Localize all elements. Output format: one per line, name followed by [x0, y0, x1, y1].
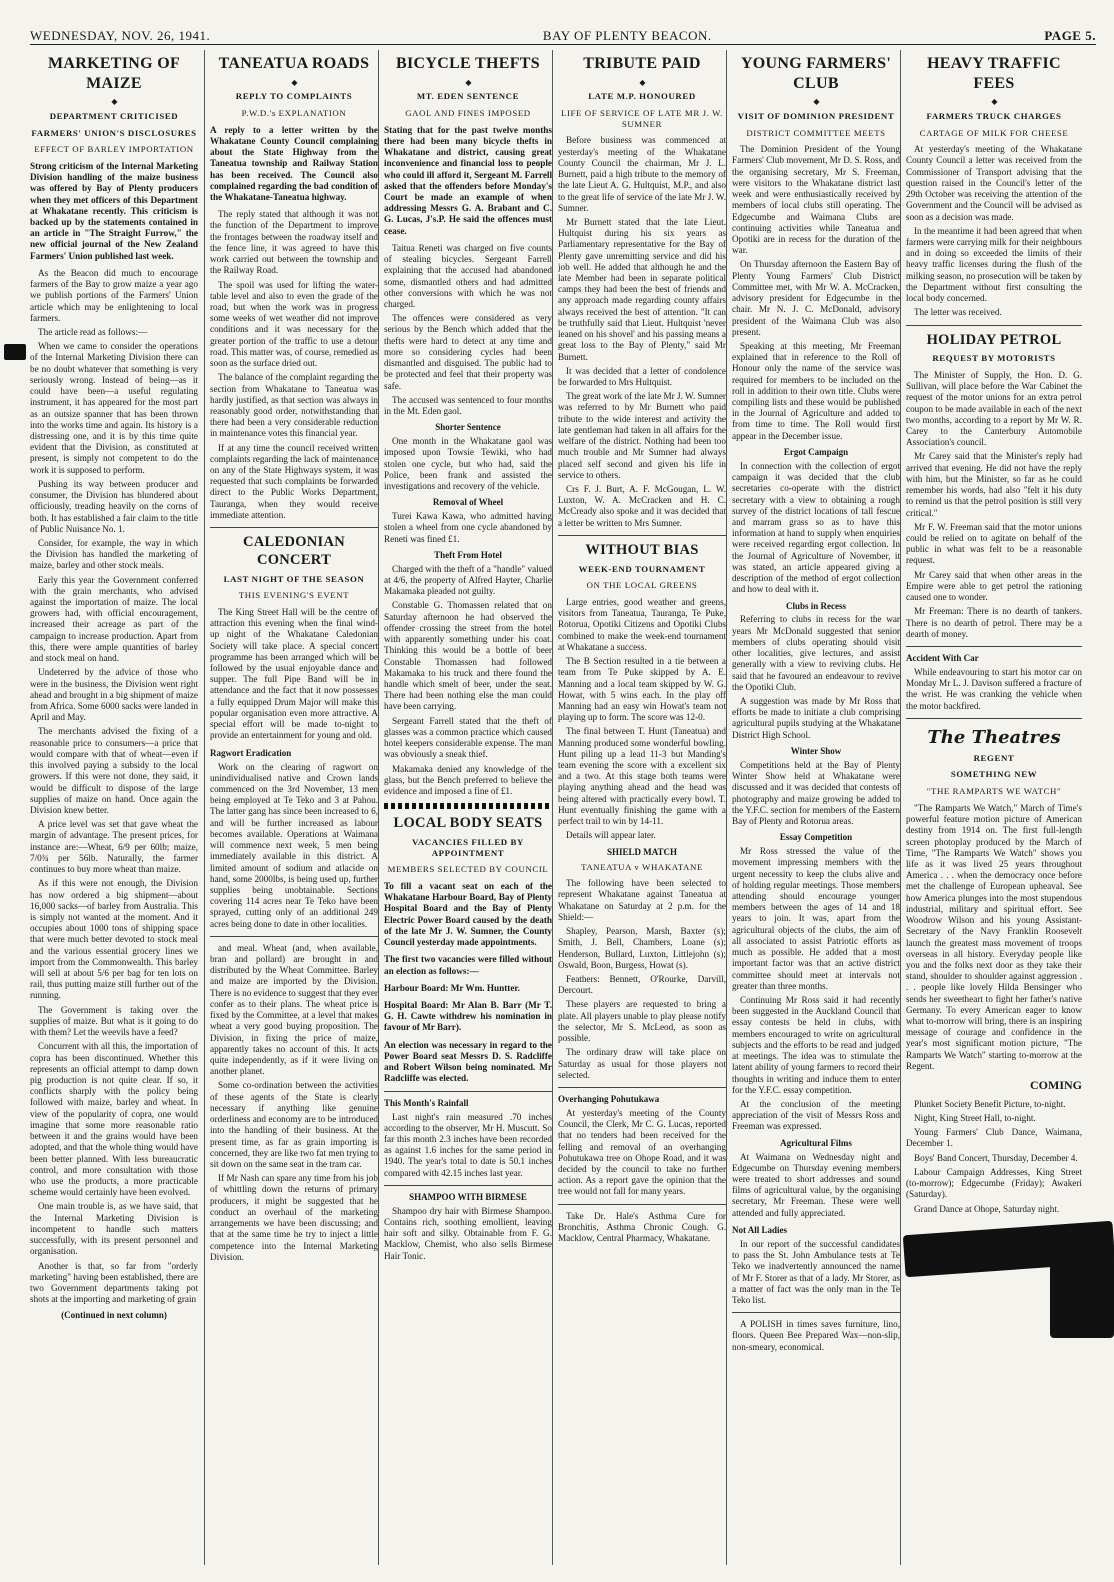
column-rule [726, 50, 727, 1565]
paragraph: Mr F. W. Freeman said that the motor unions could be relied on to agitate on behalf of the public in what was felt to be a reasonable request. [906, 521, 1082, 566]
paragraph: Speaking at this meeting, Mr Freeman explained that in reference to the Roll of Honour only the name of the service was required for members to be included on the roll in addition to their own title. Clubs were compiling lists and these would be published in the Journal of Agriculture and added to from time to time. The Roll would first appear in the December issue. [732, 340, 900, 441]
article-body [384, 243, 552, 417]
lede: To fill a vacant seat on each of the Whakatane Harbour Board, Bay of Plenty Hospital Board and the Bay of Plenty Electric Power Board caused by the death of the late Mr J. W. Sumner, the County Council yesterday made appointments. [384, 881, 552, 948]
subhead: LATE M.P. HONOURED [588, 91, 696, 102]
paragraph: Constable G. Thomassen related that on Saturday afternoon he had observed the offender crossing the street from the hotel with apparently something under his coat. Thinking this would be a bottle of beer Constable Thomassen had followed Makamaka to his truck and there found the handle which smelt of beer, under the seat. There had been nothing else the man could have been carrying. [384, 600, 552, 712]
subhead: LAST NIGHT OF THE SEASON [223, 573, 365, 584]
paragraph: The ordinary draw will take place on Saturday as usual for those players not selected. [558, 1047, 726, 1080]
section-head: Ragwort Eradication [210, 747, 292, 758]
subhead: DISTRICT COMMITTEE MEETS [746, 127, 886, 138]
subhead: REGENT [973, 752, 1015, 763]
headline-without-bias: WITHOUT BIAS [585, 541, 699, 558]
subhead: EFFECT OF BARLEY IMPORTATION [34, 144, 194, 155]
subhead: FARMERS TRUCK CHARGES [926, 110, 1062, 121]
lede: Stating that for the past twelve months there had been many bicycle thefts in Whakatane and district, causing great inconvenience and financial loss to people who could ill afford it, Sergeant M. Farrell asked that the offenders before Monday's Court be made an example of when addressing Messrs G. A. Brabant and C. G. Lucas, J's.P. He said the offences must cease. [384, 124, 552, 236]
paragraph: Boys' Band Concert, Thursday, December 4. [914, 1152, 1078, 1163]
paragraph: In the meantime it had been agreed that when farmers were carrying milk for their neighbours and in doing so exceeded the limits of their heavy traffic licenses during the flush of the milking season, no prosecution will be taken by the Department without first consulting the local body concerned. [906, 225, 1082, 304]
paragraph: The King Street Hall will be the centre of attraction this evening when the final wind-up night of the Whakatane Caledonian Society will take place. A special concert programme has been arranged which will be followed by the usual enjoyable dance and supper. The full Pipe Band will be in attendance and the fact that it now possesses a fully equipped Drum Major will make this popular organisation even more attractive. A special effort will be made to-night to provide an entertainment for young and old. [210, 606, 378, 741]
paragraph: One main trouble is, as we have said, that the Internal Marketing Division is incompetent to handle such matters successfully, with its present personnel and organisation. [30, 1201, 198, 1257]
continued-note: (Continued in next column) [61, 1310, 167, 1321]
column-4: TRIBUTE PAID ◆ LATE M.P. HONOURED LIFE OF SERVICE OF LATE MR J. W. SUMNER Before business was commenced at yesterday's meeting of the Whakatane County Council the chairman, Mr J. L. Burnett, paid a high tribute to the memory of the late Lieut A. G. Hultquist, M.P., and also to the great life of service of the late Mr J. W. Sumner. Mr Burnett stated that the late Lieut. Hultquist during his six years as Parliamentary representative for the Bay of Plenty gave unremitting service and did his job well. He added that although he and the late Member had been in separate political camps they had been the best of friends and any approach made regarding county affairs always received the best of attention. "It can be truthfully said that Lieut. Hultquist 'never leaned on his shovel' and his passing means a great loss to the Bay of Plenty," said Mr Burnett. It was decided that a letter of condolence be forwarded to Mrs Hultquist. The great work of the late Mr J. W. Sumner was referred to by Mr Burnett who paid tribute to the wide interest and activity the late gentleman had taken in all affairs for the welfare of the district. Nothing had been too much trouble and Mr Sumner had always placed self second and given his life in service to others. Crs F. J. Burt, A. F. McGougan, L. W. Luxton, W. A. McCracken and H. C. McCready also spoke and it was decided that a letter be written to Mrs Sumner. WITHOUT BIAS WEEK-END TOURNAMENT ON THE LOCAL GREENS Large entries, good weather and greens, visitors from Taneatua, Tauranga, Te Puke, Rotorua, Opotiki Citizens and Opotiki Clubs combined to make the week-end tournament at Whakatane a success. The B Section resulted in a tie between a team from Te Puke skipped by A. E. Manning and a local team skipped by W. G. Howat, with 5 wins each. In the play off Manning had an easy win Howat's team not playing up to form. The score was 12-0. The final between T. Hunt (Taneatua) and Manning produced some wonderful bowling. Hunt piling up a lead 11-3 but Manding's team evening the score with a excellent six and a two. At this stage both teams were playing anything ahead and the head was being altered with practically every bowl. T. Hunt eventually finishing the game with a perfect trail to win by 14-11. Details will appear later. SHIELD MATCH TANEATUA v WHAKATANE The following have been selected to represent Whakatane against Taneatua at Whakatane on Saturday at 2 p.m. for the Shield:— Shapley, Pearson, Marsh, Baxter (s); Smith, J. Bell, Chambers, Loane (s); Henderson, Bullard, Luxton, Littlejohn (s); Oswald, Boon, Burgess, Howat (s). Feathers: Bennett, O'Rourke, Darvill, Dercourt. These players are requested to bring a plate. All players unable to play please notify the selector, Mr S. McLeod, as soon as possible. The ordinary draw will take place on Saturday as usual for those players not selected. Overhanging Pohutukawa At yesterday's meeting of the County Council, the Clerk, Mr C. G. Lucas, reported that no tenders had been received for the felling and removal of an overhanging Pohutukawa tree on Ohope Road, and it was decided by the council to take no further action. As a report gave the opinion that the tree would not fall for many years. Take Dr. Hale's Asthma Cure for Bronchitis, Asthma Chronic Cough. G. Macklow, Central Pharmacy, Whakatane. [558, 55, 726, 1244]
headline-holiday-petrol: HOLIDAY PETROL [926, 331, 1062, 348]
paragraph: Undeterred by the advice of those who were in the business, the Division went right ahead and brought in a big shipment of maize from Africa. Some 6000 sacks were landed in April and May. [30, 667, 198, 723]
paragraph: The Dominion President of the Young Farmers' Club movement, Mr D. S. Ross, and the organising secretary, Mr S. Freeman, were visitors to the Whakatane district last week and were enthusiastically received by members of local clubs still operating. The Edgecumbe and Waimana Clubs are continuing activities while Taneatua and Opotiki are in recess for the duration of the war. [732, 144, 900, 256]
headline-maize: MARKETING OF MAIZE [47, 55, 181, 92]
column-5: YOUNG FARMERS' CLUB ◆ VISIT OF DOMINION PRESIDENT DISTRICT COMMITTEE MEETS The Dominion President of the Young Farmers' Club movement, Mr D. S. Ross, and the organising secretary, Mr S. Freeman, were visitors to the Whakatane district last week and were enthusiastically received by members of local clubs still operating. The Edgecumbe and Waimana Clubs are continuing activities while Taneatua and Opotiki are in recess for the duration of the war. On Thursday afternoon the Eastern Bay of Plenty Young Farmers' Club District Committee met, with Mr W. A. McCracken, advisory president for Edgecumbe in the chair. Mr N. J. C. McDonald, advisory president of the Waimana Club was also present. Speaking at this meeting, Mr Freeman explained that in reference to the Roll of Honour only the name of the service was required for members to be included on the roll in addition to their own title. Clubs were compiling lists and these would be published in the Journal of Agriculture and added to from time to time. The Roll would first appear in the December issue. Ergot Campaign In connection with the collection of ergot campaign it was decided that the club secretaries co-operate with the district secretary with a view to obtaining a rough survey of the district locations of tall fescue and marram grass so as to have this information at hand to supply when enquiries were received regarding ergot collection. In the Journal of Agriculture of November, it was stated, an article appeared giving a description of the method of ergot collection and how to deal with it. Clubs in Recess Referring to clubs in recess for the war years Mr McDonald suggested that senior members of clubs operating should visit other localities, give lectures, and assist generally with a view to reviving clubs. He said that he favoured an endeavour to revive the Opotiki Club. A suggestion was made by Mr Ross that efforts be made to initiate a club comprising agricultural pupils studying at the Whakatane District High School. Winter Show Competitions held at the Bay of Plenty Winter Show held at Whakatane were discussed and it was decided that contests of photography and maize growing be added to the Y.F.C. section for members of the Eastern Bay of Plenty and Rotorua areas. Essay Competition Mr Ross stressed the value of the movement impressing members with the urgent necessity to keep the clubs alive and of holding regular meetings. Those members attending should encourage younger members between the ages of 14 and 18 years to join. It was, apart from the agricultural objects of the clubs, the aim of all associated to assist Patriotic efforts as much as possible. He added that a most important factor was that an active district committee should meet at intervals not greater than three months. Continuing Mr Ross said it had recently been suggested in the Auckland Council that essay contests be held in clubs, with members encouraged to write on agricultural subjects and the efforts to be read and judged at meetings. The idea was to stimulate the latent ability of young farmers to record their thoughts in writing and induce them to enter for the Y.F.C. essay competition. At the conclusion of the meeting appreciation of the visit of Messrs Ross and Freeman was expressed. Agricultural Films At Waimana on Wednesday night and Edgecumbe on Thursday evening members were treated to short addresses and sound films of agricultural value, by the organising secretary, Mr Freeman. These were well attended and fully appreciated. Not All Ladies In our report of the successful candidates to pass the St. John Ambulance tests at Te Teko we inadvertently announced the name of Mr F. Storer as that of a lady. Mr Storer, as a matter of fact was the only man in the Te Teko list. A POLISH in times saves furniture, lino, floors. Queen Bee Prepared Wax—non-slip, non-smeary, economical. [732, 55, 900, 1352]
section-head: Overhanging Pohutukawa [558, 1093, 660, 1104]
subhead: MEMBERS SELECTED BY COUNCIL [387, 864, 549, 875]
paragraph: Mr Freeman: There is no dearth of tankers. There is no dearth of petrol. There may be a dearth of money. [906, 606, 1082, 639]
column-2: TANEATUA ROADS ◆ REPLY TO COMPLAINTS P.W.D.'s EXPLANATION A reply to a letter written by the Whakatane County Council complaining about the State Highway from the Taneatua township and Railway Station has been received. The Council also complained regarding the bad condition of the Whakatane-Taneatua highway. The reply stated that although it was not the function of the Department to improve the frontages between the roadway itself and the fence line, it was agreed to have this work carried out between the township and the Railway Road. The spoil was used for lifting the water-table level and also to even the grade of the road, but when the work was in progress some weeks of wet weather did not improve conditions and it was necessary for the greater portion of the traffic to use a detour road. This matter was, of course, remedied as soon as the surface dried out. The balance of the complaint regarding the section from Whakatane to Taneatua was hardly justified, as that section was always in reasonably good order, notwithstanding that there had been a very considerable reduction in maintenance votes this financial year. If at any time the council received written complaints regarding the lack of maintenance on any of the State Highways system, it was requested that such complaints be forwarded direct to the Public Works Department, Tauranga, when they would receive immediate attention. CALEDONIAN CONCERT LAST NIGHT OF THE SEASON THIS EVENING'S EVENT The King Street Hall will be the centre of attraction this evening when the final wind-up night of the Whakatane Caledonian Society will take place. A special concert programme has been arranged which will be followed by the usual enjoyable dance and supper. The full Pipe Band will be in attendance and the fact that it now possesses a fully equipped Drum Major will make this popular organisation even more attractive. A special effort will be made to-night to provide an entertainment for young and old. Ragwort Eradication Work on the clearing of ragwort on unindividualised native and Crown lands commenced on the 3rd November, 13 men being employed at Te Teko and 3 at Pahou. The latter gang has since been increased to 6, and will be further increased as labour becomes available. Operations at Waimana will commence next week, 5 men being immediately available in this district. A limited amount of sodium and atlacide on hand, some 2000lbs, is being used up, further supplies being unobtainable. Sections covering 114 acres near Te Teko have been sprayed, cutting only of an additional 249 acres being done to date in other localities. and meal. Wheat (and, when available, bran and pollard) are brought in and distributed by the Wheat Committee. Barley and maize are imported by the Division. There is no evidence to suggest that they ever confer as to their plans. The wheat price is fixed by the Committee, at a level that makes wheat a very good buying proposition. The Division, in fixing the price of maize, apparently takes no account of this. It acts quite independently, as if it were living on another planet. Some co-ordination between the activities of these agents of the State is clearly necessary if anything like genuine orderliness and economy are to be introduced into the handling of their business. At the present time, as far as grain importing is concerned, they are like two fat men trying to sit down on the same seat in the tram car. If Mr Nash can spare any time from his job of whittling down the returns of primary producers, it might be suggested that he conduct an overhaul of the marketing arrangements we have been discussing; and that at the same time he try to inject a little competence into the Internal Marketing Division. [210, 55, 378, 1262]
column-rule [378, 50, 379, 1565]
section-head: SHIELD MATCH [606, 846, 678, 857]
headline-tribute: TRIBUTE PAID [583, 55, 701, 72]
paragraph: On Thursday afternoon the Eastern Bay of Plenty Young Farmers' Club District Committee met, with Mr W. A. McCracken, advisory president for Edgecumbe in the chair. Mr N. J. C. McDonald, advisory president of the Waimana Club was also present. [732, 259, 900, 337]
article-body [732, 461, 900, 596]
section-head: Shorter Sentence [435, 422, 501, 433]
paragraph: and meal. Wheat (and, when available, bran and pollard) are brought in and distributed by the Wheat Committee. Barley and maize are imported by the Division. There is no evidence to suggest that they ever confer as to their plans. The wheat price is fixed by the Committee, at a level that makes wheat a very good buying proposition. The Division, in fixing the price of maize, apparently takes no account of this. It acts quite independently, as if it were living on another planet. [210, 942, 378, 1077]
section-head: Not All Ladies [732, 1224, 788, 1235]
paragraph: Sergeant Farrell stated that the theft of glasses was a common practice which caused hotel keepers considerable expense. The man was obviously a sneak thief. [384, 715, 552, 760]
article-body [906, 803, 1082, 1072]
headline-taneatua-roads: TANEATUA ROADS [218, 55, 370, 72]
paragraph: At yesterday's meeting of the County Council, the Clerk, Mr C. G. Lucas, reported that no tenders had been received for the felling and removal of an overhanging Pohutukawa tree on Ohope Road, and it was decided by the council to take no further action. As a report gave the opinion that the tree would not fall for many years. [558, 1107, 726, 1197]
paragraph: Night, King Street Hall, to-night. [914, 1112, 1036, 1123]
paragraph: In connection with the collection of ergot campaign it was decided that the club secretaries co-operate with the district secretary with a view to obtaining a rough survey of the district locations of tall fescue and marram grass so as to have this information at hand to supply when enquiries were received regarding ergot collection. In the Journal of Agriculture of November, it was stated, an article appeared giving a description of the method of ergot collection and how to deal with it. [732, 460, 900, 595]
section-head: Removal of Wheel [432, 497, 504, 508]
paragraph: Another is that, so far from "orderly marketing" having been established, there are two Government departments taking pot shots at the importing and marketing of grain [30, 1260, 198, 1305]
article-body [384, 436, 552, 492]
lede: Strong criticism of the Internal Marketing Division handling of the maize business was offered by Bay of Plenty producers when they met officers of this Department at Whakatane recently. This criticism is backed up by the statements contained in an article in "The Straight Furrow," the new official journal of the New Zealand Farmers' Union published last week. [30, 160, 198, 261]
paragraph: The reply stated that although it was not the function of the Department to improve the frontages between the roadway itself and the fence line, it was agreed to have this work carried out between the township and the Railway Road. [210, 209, 378, 276]
ink-blot [4, 344, 26, 360]
article-body [210, 607, 378, 742]
paragraph: The Minister of Supply, the Hon. D. G. Sullivan, will place before the War Cabinet the request of the motor unions for an extra petrol coupon to be made available in each of the next two months, according to a report by Mr W. R. Carey to the Canterbury Automobile Association's council. [906, 369, 1082, 448]
section-head: This Month's Rainfall [384, 1097, 469, 1108]
section-head: Essay Competition [779, 832, 853, 843]
paragraph: Crs F. J. Burt, A. F. McGougan, L. W. Luxton, W. A. McCracken and H. C. McCready also spoke and it was decided that a letter be written to Mrs Sumner. [558, 483, 726, 528]
column-rule [204, 50, 205, 1565]
section-head: Accident With Car [906, 652, 979, 663]
paragraph: Concurrent with all this, the importation of copra has been discontinued. Whether this represents an official attempt to damp down pig production is not quite clear. If so, it conflicts sharply with the policy being followed with maize, barley and wheat. In view of the popularity of copra, one would imagine that some more reasonable ratio between it and the grains would have been adopted, and that the whole thing would have been better planned. With less bureaucratic control, and more consultation with those who use the products, a more practicable scheme would certainly have been evolved. [30, 1041, 198, 1198]
paragraph: Labour Campaign Addresses, King Street (to-morrow); Edgecumbe (Friday); Awakeri (Saturday). [906, 1166, 1082, 1200]
section-head: Winter Show [790, 745, 842, 756]
subhead: ON THE LOCAL GREENS [586, 580, 698, 591]
subhead: VACANCIES FILLED BY APPOINTMENT [412, 836, 524, 858]
article-body [210, 943, 378, 1263]
article-body [384, 564, 552, 797]
paragraph: While endeavouring to start his motor car on Monday Mr L. J. Davison suffered a fracture of the wrist. He was cranking the vehicle when the motor backfired. [906, 666, 1082, 711]
column-1: MARKETING OF MAIZE ◆ DEPARTMENT CRITICISED FARMERS' UNION'S DISCLOSURES EFFECT OF BARLEY IMPORTATION Strong criticism of the Internal Marketing Division handling of the maize business was offered by Bay of Plenty producers when they met officers of this Department at Whakatane recently. This criticism is backed up by the statements contained in an article in "The Straight Furrow," the new official journal of the New Zealand Farmers' Union published last week. As the Beacon did much to encourage farmers of the Bay to grow maize a year ago we publish portions of the Farmers' Union article which may be enlightening to local farmers. The article read as follows:— When we came to consider the operations of the Internal Marketing Division there can be no doubt whatever that something is very seriously wrong. Instead of being—as it could have been—a useful regulating instrument, it has appeared for the most part as an outsize spanner that has been thrown into the works time and again. Its history is a distressing one, and it is by this time quite evident that the Division, as constituted at present, is simply not competent to do the work it is supposed to perform. Pushing its way between producer and consumer, the Division has blundered about officiously, treading heavily on the corns of both. It has established a fair claim to the title of Public Nuisance No. 1. Consider, for example, the way in which the Division has handled the marketing of maize, barley and other stock meals. Early this year the Government conferred with the grain merchants, who advised against the importation of maize. The local growers had, with official encouragement, increased their acreage as part of the campaign to increase production. Apart from this, there were ample quantities of barley and stock meal on hand. Undeterred by the advice of those who were in the business, the Division went right ahead and brought in a big shipment of maize from Africa. Some 6000 sacks were landed in April and May. The merchants advised the fixing of a reasonable price to consumers—a price that would compare with that of wheat—even if this involved paying a subsidy to the local growers. If this were not done, they said, it would be difficult to dispose of the large supplies of maize on hand. Once again the Division knew better. A price level was set that gave wheat the margin of advantage. The present prices, for instance are:—Wheat, 6/9 per 60lb; maize, 7/0¾ per 56lb. Naturally, the farmer continues to buy more wheat than maize. As if this were not enough, the Division has now ordered a big shipment—about 16,000 sacks—of barley from Australia. This is simply not wanted at the moment. And it occupies about 1000 tons of shipping space that were much better devoted to stock meal and the various essential grocery lines we import from the Commonwealth. This barley will sell at about 5/6 per bag for ten lots on rail, thus putting maize still further out of the running. The Government is taking over the supplies of maize. But what is it going to do with them? Let the weevils have a feed? Concurrent with all this, the importation of copra has been discontinued. Whether this represents an official attempt to damp down pig production is not quite clear. If so, it conflicts sharply with the policy being followed with maize, barley and wheat. In view of the popularity of copra, one would imagine that some more reasonable ratio between it and the grains would have been adopted, and that the whole thing would have been better planned. With less bureaucratic control, and more consultation with those who use the products, a more practicable scheme would certainly have been evolved. One main trouble is, as we have said, that the Internal Marketing Division is incompetent to handle such matters successfully, with its present personnel and organisation. Another is that, so far from "orderly marketing" having been established, there are two Government departments taking pot shots at the importing and marketing of grain (Continued in next column) [30, 55, 198, 1321]
paragraph: "The Ramparts We Watch," March of Time's powerful feature motion picture of American destiny from 1914 on. The first full-length screen photoplay produced by the March of Time, "The Ramparts We Watch" shows you life as it was lived 25 years throughout America . . . when the democracy once before met the challenge of European upheaval. See how America plunges into the most stupendous industrial, military and spiritual effort. See Woodrow Wilson and his young Assistant-Secretary of the Navy Franklin Roosevelt launch the greatest mass movement of troops overseas in all history. Everyday people like you and the folks next door as they take their stand, shoulder to shoulder against aggression . . . people like lovely Hilda Bensinger who sends her sweetheart to fight her father's native Germany. To every American eager to know what to-morrow will bring, there is an inspiring message of courage and confidence in the year's most significant motion picture, "The Ramparts We Watch" starting to-morrow at the Regent. [906, 802, 1082, 1071]
article-body [732, 846, 900, 1132]
paragraph: Turei Kawa Kawa, who admitted having stolen a wheel from one cycle abandoned by Reneti was fined £1. [384, 511, 552, 544]
paragraph: The balance of the complaint regarding the section from Whakatane to Taneatua was hardly justified, as that section was always in reasonably good order, notwithstanding that there had been a very considerable reduction in maintenance votes this financial year. [210, 372, 378, 439]
paragraph: Consider, for example, the way in which the Division has handled the marketing of maize, barley and other stock meals. [30, 537, 198, 571]
paragraph: Details will appear later. [566, 830, 656, 841]
subhead: P.W.D.'s EXPLANATION [241, 107, 347, 118]
subhead: WEEK-END TOURNAMENT [578, 563, 706, 574]
paragraph: In our report of the successful candidates to pass the St. John Ambulance tests at Te Teko we inadvertently announced the name of Mr F. Storer as that of a lady. Mr Storer, as a matter of fact was the only man in the Te Teko list. [732, 1238, 900, 1305]
advertisement: Take Dr. Hale's Asthma Cure for Bronchitis, Asthma Chronic Cough. G. Macklow, Central Pharmacy, Whakatane. [558, 1210, 726, 1244]
lede: Hospital Board: Mr Alan B. Barr (Mr T. G. H. Cawte withdrew his nomination in favour of Mr Barr). [384, 1000, 552, 1033]
paragraph: Early this year the Government conferred with the grain merchants, who advised against the importation of maize. The local growers had, with official encouragement, increased their acreage as part of the campaign to increase production. Apart from this, there were ample quantities of barley and stock meal on hand. [30, 574, 198, 664]
paragraph: Taitua Reneti was charged on five counts of stealing bicycles. Sergeant Farrell explaining that the accused had abandoned some, dismantled others and had admitted other conversions with which he was not charged. [384, 242, 552, 309]
subhead: CARTAGE OF MILK FOR CHEESE [919, 127, 1069, 138]
paragraph: Young Farmers' Club Dance, Waimana, December 1. [906, 1127, 1082, 1149]
paragraph: Plunket Society Benefit Picture, to-night. [914, 1098, 1066, 1109]
columns [30, 50, 1100, 1565]
paragraph: Grand Dance at Ohope, Saturday night. [914, 1203, 1060, 1214]
paragraph: Competitions held at the Bay of Plenty Winter Show held at Whakatane were discussed and it was decided that contests of photography and maize growing be added to the Y.F.C. section for members of the Eastern Bay of Plenty and Rotorua areas. [732, 759, 900, 826]
paragraph: When we came to consider the operations of the Internal Marketing Division there can be no doubt whatever that something is very seriously wrong. Instead of being—as it could have been—a useful regulating instrument, it has appeared for the most part as an outsize spanner that has been thrown into the works time and again. Its history is a distressing one, and it is by this time quite evident that the Division, as constituted at present, is simply not competent to do the work it is supposed to perform. [30, 341, 198, 475]
article-body [732, 614, 900, 740]
article-body [732, 1152, 900, 1219]
paragraph: A price level was set that gave wheat the margin of advantage. The present prices, for instance are:—Wheat, 6/9 per 60lb; maize, 7/0¾ per 56lb. Naturally, the farmer continues to buy more wheat than maize. [30, 819, 198, 875]
article-body [732, 144, 900, 442]
article-body [906, 144, 1082, 318]
article-body [906, 667, 1082, 712]
section-head: Theft From Hotel [434, 549, 502, 560]
paragraph: Shapley, Pearson, Marsh, Baxter (s); Smith, J. Bell, Chambers, Loane (s); Henderson, Bullard, Luxton, Littlejohn (s); Oswald, Boon, Burgess, Howat (s). [558, 926, 726, 970]
article-body [558, 1108, 726, 1198]
article-body [30, 268, 198, 1305]
paragraph: If at any time the council received written complaints regarding the lack of maintenance on any of the State Highways system, it was requested that such complaints be forwarded direct to the Public Works Department, Tauranga, when they would receive immediate attention. [210, 442, 378, 520]
paragraph: Pushing its way between producer and consumer, the Division has blundered about officiously, treading heavily on the corns of both. It has established a fair claim to the title of Public Nuisance No. 1. [30, 478, 198, 534]
paragraph: These players are requested to bring a plate. All players unable to play please notify the selector, Mr S. McLeod, as soon as possible. [558, 999, 726, 1044]
paragraph: Referring to clubs in recess for the war years Mr McDonald suggested that senior members of clubs operating should visit other localities, give lectures, and assist generally with a view to reviving clubs. He said that he favoured an endeavour to revive the Opotiki Club. [732, 614, 900, 692]
subhead: FARMERS' UNION'S DISCLOSURES [31, 127, 197, 138]
lede: An election was necessary in regard to the Power Board seat Messrs D. S. Radcliffe and Robert Wilson being nominated. Mr Radcliffe was elected. [384, 1039, 552, 1084]
paragraph: If Mr Nash can spare any time from his job of whittling down the returns of primary producers, it might be suggested that he conduct an overhaul of the marketing arrangements we have been discussing; and that at the same time he try to inject a little competence into the Internal Marketing Division. [210, 1173, 378, 1262]
advertisement: A POLISH in times saves furniture, lino, floors. Queen Bee Prepared Wax—non-slip, non-smeary, economical. [732, 1319, 900, 1352]
paragraph: At Waimana on Wednesday night and Edgecumbe on Thursday evening members were treated to short addresses and sound films of agricultural value, by the organising secretary, Mr Freeman. These were well attended and fully appreciated. [732, 1151, 900, 1218]
subhead: "THE RAMPARTS WE WATCH" [926, 786, 1062, 797]
page-number: PAGE 5. [1044, 28, 1096, 43]
paragraph: As if this were not enough, the Division has now ordered a big shipment—about 16,000 sacks—of barley from Australia. This is simply not wanted at the moment. And it occupies about 1000 tons of shipping space that were much better devoted to stock meal and the various essential grocery lines we import from the Commonwealth. This barley will sell at about 5/6 per bag for ten lots on rail, thus putting maize still further out of the running. [30, 878, 198, 1001]
column-rule [552, 50, 553, 1565]
headline-caledonian: CALEDONIAN CONCERT [242, 534, 346, 568]
ink-blot [1050, 1258, 1114, 1338]
subhead: THIS EVENING'S EVENT [238, 590, 350, 601]
subhead: MT. EDEN SENTENCE [416, 91, 520, 102]
subhead: SOMETHING NEW [950, 769, 1038, 780]
subhead: REPLY TO COMPLAINTS [235, 91, 353, 102]
article-body [558, 135, 726, 528]
paragraph: The accused was sentenced to four months in the Mt. Eden gaol. [384, 394, 552, 416]
subhead: LIFE OF SERVICE OF LATE MR J. W. SUMNER [561, 107, 723, 129]
paragraph: Before business was commenced at yesterday's meeting of the Whakatane County Council the chairman, Mr J. L. Burnett, paid a high tribute to the memory of the late Lieut A. G. Hultquist, M.P., and also to the great life of service of the late Mr J. W. Sumner. [558, 135, 726, 213]
article-body [384, 511, 552, 545]
paragraph: Large entries, good weather and greens, visitors from Taneatua, Tauranga, Te Puke, Rotorua, Opotiki Citizens and Opotiki Clubs combined to make the week-end tournament at Whakatane a success. [558, 596, 726, 652]
theatres-heading: The Theatres [927, 726, 1061, 748]
headline-local-body: LOCAL BODY SEATS [393, 815, 543, 832]
paragraph: A suggestion was made by Mr Ross that efforts be made to initiate a club comprising agricultural pupils studying at the Whakatane District High School. [732, 696, 900, 740]
paragraph: The offences were considered as very serious by the Bench which added that the thefts were hard to detect at any time and more so considering cycles had been dismantled and disguised. The public had to be protected and feel that their property was safe. [384, 313, 552, 391]
article-body [732, 1239, 900, 1306]
subhead: GAOL AND FINES IMPOSED [405, 107, 531, 118]
headline-young-farmers: YOUNG FARMERS' CLUB [740, 55, 892, 92]
article-body [906, 370, 1082, 640]
subhead: VISIT OF DOMINION PRESIDENT [737, 110, 895, 121]
paragraph: The following have been selected to represent Whakatane against Taneatua at Whakatane on Saturday at 2 p.m. for the Shield:— [558, 878, 726, 922]
paragraph: Last night's rain measured .70 inches according to the observer, Mr H. Muscutt. So far this month 2.3 inches have been recorded as against 1.6 inches for the same period in 1940. The year's total to date is 50.1 inches compared with 42.15 inches last year. [384, 1111, 552, 1178]
lede: A reply to a letter written by the Whakatane County Council complaining about the State Highway from the Taneatua township and Railway Station has been received. The Council also complained regarding the bad condition of the Whakatane-Taneatua highway. [210, 124, 378, 203]
paragraph: As the Beacon did much to encourage farmers of the Bay to grow maize a year ago we publish portions of the Farmers' Union article which may be enlightening to local farmers. [30, 267, 198, 323]
article-body [210, 209, 378, 521]
paragraph: Work on the clearing of ragwort on unindividualised native and Crown lands commenced on the 3rd November, 13 men being employed at Te Teko and 3 at Pahou. The latter gang has since been increased to 6, and will be further increased as labour becomes available. Operations at Waimana will commence next week, 5 men being immediately available in this district. A limited amount of sodium and atlacide on hand, some 2000lbs, is being used up, further supplies being unobtainable. Sections covering 114 acres near Te Teko have been sprayed, cutting only of an additional 249 acres being done to date in other localities. [210, 761, 378, 929]
paragraph: It was decided that a letter of condolence be forwarded to Mrs Hultquist. [558, 365, 726, 388]
paragraph: The final between T. Hunt (Taneatua) and Manning produced some wonderful bowling. Hunt piling up a lead 11-3 but Manding's team evening the score with a excellent six and a two. At this stage both teams were playing anything ahead and the head was being altered with practically every bowl. T. Hunt eventually finishing the game with a perfect trail to win by 14-11. [558, 726, 726, 827]
article-body [558, 597, 726, 842]
paragraph: The great work of the late Mr J. W. Sumner was referred to by Mr Burnett who paid tribute to the wide interest and activity the late gentleman had taken in all affairs for the welfare of the district. Nothing had been too much trouble and Mr Sumner had always placed self second and given his life in service to others. [558, 391, 726, 480]
masthead [30, 28, 1096, 45]
column-3: BICYCLE THEFTS ◆ MT. EDEN SENTENCE GAOL AND FINES IMPOSED Stating that for the past twelve months there had been many bicycle thefts in Whakatane and district, causing great inconvenience and financial loss to people who could ill afford it, Sergeant M. Farrell asked that the offenders before Monday's Court be made an example of when addressing Messrs G. A. Brabant and C. G. Lucas, J's.P. He said the offences must cease. Taitua Reneti was charged on five counts of stealing bicycles. Sergeant Farrell explaining that the accused had abandoned some, dismantled others and had admitted other conversions with which he was not charged. The offences were considered as very serious by the Bench which added that the thefts were hard to detect at any time and more so considering cycles had been dismantled and disguised. The public had to be protected and feel that their property was safe. The accused was sentenced to four months in the Mt. Eden gaol. Shorter Sentence One month in the Whakatane gaol was imposed upon Towsie Tewiki, who had stolen one cycle, but who had, said the Police, been frank and assisted the investigations and recovery of the vehicle. Removal of Wheel Turei Kawa Kawa, who admitted having stolen a wheel from one cycle abandoned by Reneti was fined £1. Theft From Hotel Charged with the theft of a "handle" valued at 4/6, the property of Alfred Hayter, Charlie Makamaka pleaded not guilty. Constable G. Thomassen related that on Saturday afternoon he had observed the offender crossing the street from the hotel with apparently something under his coat. Thinking this would be a bottle of beer Constable Thomassen had followed Makamaka to his truck and there found the handle which smelt of beer, under the seat. There had been nothing else the man could have been carrying. Sergeant Farrell stated that the theft of glasses was a common practice which caused hotel keepers considerable expense. The man was obviously a sneak thief. Makamaka denied any knowledge of the glass, but the Bench preferred to believe the evidence and imposed a fine of £1. LOCAL BODY SEATS VACANCIES FILLED BY APPOINTMENT MEMBERS SELECTED BY COUNCIL To fill a vacant seat on each of the Whakatane Harbour Board, Bay of Plenty Hospital Board and the Bay of Plenty Electric Power Board caused by the death of the late Mr J. W. Sumner, the County Council yesterday made appointments. The first two vacancies were filled without an election as follows:— Harbour Board: Mr Wm. Huntter. Hospital Board: Mr Alan B. Barr (Mr T. G. H. Cawte withdrew his nomination in favour of Mr Barr). An election was necessary in regard to the Power Board seat Messrs D. S. Radcliffe and Robert Wilson being nominated. Mr Radcliffe was elected. This Month's Rainfall Last night's rain measured .70 inches according to the observer, Mr H. Muscutt. So far this month 2.3 inches have been recorded as against 1.6 inches for the same period in 1940. The year's total to date is 50.1 inches compared with 42.15 inches last year. SHAMPOO WITH BIRMESE Shampoo dry hair with Birmese Shampoo. Contains rich, soothing emollient, leaving hair soft and silky. Obtainable from F. G. Macklow, Chemist, who also sells Birmese Hair Tonic. [384, 55, 552, 1261]
divider [384, 803, 552, 809]
subhead: TANEATUA v WHAKATANE [581, 861, 703, 872]
paragraph: The article read as follows:— [38, 327, 148, 337]
paper-name: BAY OF PLENTY BEACON. [542, 28, 712, 43]
paragraph: Some co-ordination between the activities of these agents of the State is clearly necessary if anything like genuine orderliness and economy are to be introduced into the handling of their business. At the present time, as far as grain importing is concerned, they are like two fat men trying to sit down on the same seat in the tram car. [210, 1080, 378, 1169]
paragraph: Charged with the theft of a "handle" valued at 4/6, the property of Alfred Hayter, Charlie Makamaka pleaded not guilty. [384, 563, 552, 597]
article-body [732, 760, 900, 827]
ad-heading: SHAMPOO WITH BIRMESE [409, 1191, 527, 1202]
paragraph: The Government is taking over the supplies of maize. But what is it going to do with them? Let the weevils have a feed? [30, 1004, 198, 1038]
subhead: DEPARTMENT CRITICISED [49, 110, 179, 121]
section-head: Agricultural Films [780, 1137, 852, 1148]
paragraph: One month in the Whakatane gaol was imposed upon Towsie Tewiki, who had stolen one cycle, but who had, said the Police, been frank and assisted the investigations and recovery of the vehicle. [384, 436, 552, 492]
issue-date: WEDNESDAY, NOV. 26, 1941. [30, 28, 211, 43]
paragraph: Mr Burnett stated that the late Lieut. Hultquist during his six years as Parliamentary representative for the Bay of Plenty gave unremitting service and did his job well. He added that although he and the late Member had been in separate political camps they had been the best of friends and any approach made regarding county affairs always received the best of attention. "It can be truthfully said that Lieut. Hultquist 'never leaned on his shovel' and his passing means a great loss to the Bay of Plenty," said Mr Burnett. [558, 216, 726, 362]
paragraph: Makamaka denied any knowledge of the glass, but the Bench preferred to believe the evidence and imposed a fine of £1. [384, 763, 552, 796]
paragraph: At yesterday's meeting of the Whakatane County Council a letter was received from the Commissioner of Transport advising that the question raised in the Council's letter of the 29th October was receiving the attention of the Government and the Council will be advised as soon as a decision was made. [906, 144, 1082, 222]
section-head: Ergot Campaign [783, 446, 849, 457]
paragraph: At the conclusion of the meeting appreciation of the visit of Messrs Ross and Freeman was expressed. [732, 1098, 900, 1132]
lede: The first two vacancies were filled without an election as follows:— [384, 954, 552, 976]
paragraph: Mr Carey said that the Minister's reply had arrived that evening. He did not have the reply with him, but the Minister, so far as he could remember his words, had also "felt it his duty to remind us that the petrol position is still very critical." [906, 451, 1082, 518]
paragraph: The spoil was used for lifting the water-table level and also to even the grade of the road, but when the work was in progress some weeks of wet weather did not improve conditions and it was necessary for the greater portion of the traffic to use a detour road. This matter was, of course, remedied as soon as the surface dried out. [210, 279, 378, 369]
paragraph: Continuing Mr Ross said it had recently been suggested in the Auckland Council that essay contests be held in clubs, with members encouraged to write on agricultural subjects and the efforts to be read and judged at meetings. The idea was to stimulate the latent ability of young farmers to record their thoughts in writing and induce them to enter for the Y.F.C. essay competition. [732, 994, 900, 1095]
column-6: HEAVY TRAFFIC FEES ◆ FARMERS TRUCK CHARGES CARTAGE OF MILK FOR CHEESE At yesterday's meeting of the Whakatane County Council a letter was received from the Commissioner of Transport advising that the question raised in the Council's letter of the 29th October was receiving the attention of the Government and the Council will be advised as soon as a decision was made. In the meantime it had been agreed that when farmers were carrying milk for their neighbours and in doing so exceeded the limits of their heavy traffic licenses during the flush of the milking season, no prosecution will be taken by the Department without first consulting the local body concerned. The letter was received. HOLIDAY PETROL REQUEST BY MOTORISTS The Minister of Supply, the Hon. D. G. Sullivan, will place before the War Cabinet the request of the motor unions for an extra petrol coupon to be made available in each of the next two months, according to a report by Mr W. R. Carey to the Canterbury Automobile Association's council. Mr Carey said that the Minister's reply had arrived that evening. He did not have the reply with him, but the Minister, so far as he could remember his words, had also "felt it his duty to remind us that the petrol position is still very critical." Mr F. W. Freeman said that the motor unions could be relied on to agitate on behalf of the public in what was felt to be a reasonable request. Mr Carey said that when other areas in the Empire were able to get petrol the rationing caused one to wonder. Mr Freeman: There is no dearth of tankers. There is no dearth of petrol. There may be a dearth of money. Accident With Car While endeavouring to start his motor car on Monday Mr L. J. Davison suffered a fracture of the wrist. He was cranking the vehicle when the motor backfired. The Theatres REGENT SOMETHING NEW "THE RAMPARTS WE WATCH" "The Ramparts We Watch," March of Time's powerful feature motion picture of American destiny from 1914 on. The first full-length screen photoplay produced by the March of Time, "The Ramparts We Watch" shows you life as it was lived 25 years throughout America . . . when the democracy once before met the challenge of European upheaval. See how America plunges into the most stupendous industrial, military and spiritual effort. See Woodrow Wilson and his young Assistant-Secretary of the Navy Franklin Roosevelt launch the greatest mass movement of troops overseas in all history. Everyday people like you and the folks next door as they take their stand, shoulder to shoulder against aggression . . . people like lovely Hilda Bensinger who sends her sweetheart to fight her father's native Germany. To every American eager to know what to-morrow will bring, there is an inspiring message of courage and confidence in the year's most significant motion picture, "The Ramparts We Watch" starting to-morrow at the Regent. COMING Plunket Society Benefit Picture, to-night. Night, King Street Hall, to-night. Young Farmers' Club Dance, Waimana, December 1. Boys' Band Concert, Thursday, December 4. Labour Campaign Addresses, King Street (to-morrow); Edgecumbe (Friday); Awakeri (Saturday). Grand Dance at Ohope, Saturday night. [906, 55, 1082, 1214]
paragraph: The letter was received. [914, 307, 1002, 318]
paragraph: The merchants advised the fixing of a reasonable price to consumers—a price that would compare with that of wheat—even if this involved paying a subsidy to the local growers. If this were not done, they said, it would be difficult to dispose of the large supplies of maize on hand. Once again the Division knew better. [30, 726, 198, 815]
headline-heavy-traffic: HEAVY TRAFFIC FEES [927, 55, 1061, 92]
article-body [384, 1112, 552, 1179]
headline-bicycle-thefts: BICYCLE THEFTS [396, 55, 540, 72]
subhead: REQUEST BY MOTORISTS [932, 353, 1056, 364]
article-body [210, 762, 378, 930]
advertisement: Shampoo dry hair with Birmese Shampoo. Contains rich, soothing emollient, leaving hair soft and silky. Obtainable from F. G. Macklow, Chemist, who also sells Birmese Hair Tonic. [384, 1205, 552, 1261]
coming-heading: COMING [1030, 1078, 1082, 1093]
article-body [906, 1099, 1082, 1215]
paragraph: Mr Ross stressed the value of the movement impressing members with the urgent necessity to keep the clubs alive and of holding regular meetings. Those members attending should encourage younger members between the ages of 14 and 18 years to join. It was, apart from the agricultural objects of the clubs, the aim of all associated to assist Patriotic efforts as much as possible. He added that a most important factor was that an active district committee should meet at intervals not greater than three months. [732, 846, 900, 991]
paragraph: The B Section resulted in a tie between a team from Te Puke skipped by A. E. Manning and a local team skipped by W. G. Howat, with 5 wins each. In the play off Manning had an easy win Howat's team not playing up to form. The score was 12-0. [558, 656, 726, 723]
column-rule [900, 50, 901, 1565]
section-head: Clubs in Recess [785, 600, 846, 611]
paragraph: Mr Carey said that when other areas in the Empire were able to get petrol the rationing caused one to wonder. [906, 569, 1082, 603]
paragraph: Feathers: Bennett, O'Rourke, Darvill, Dercourt. [558, 974, 726, 996]
article-body [558, 878, 726, 1081]
lede: Harbour Board: Mr Wm. Huntter. [384, 982, 520, 993]
